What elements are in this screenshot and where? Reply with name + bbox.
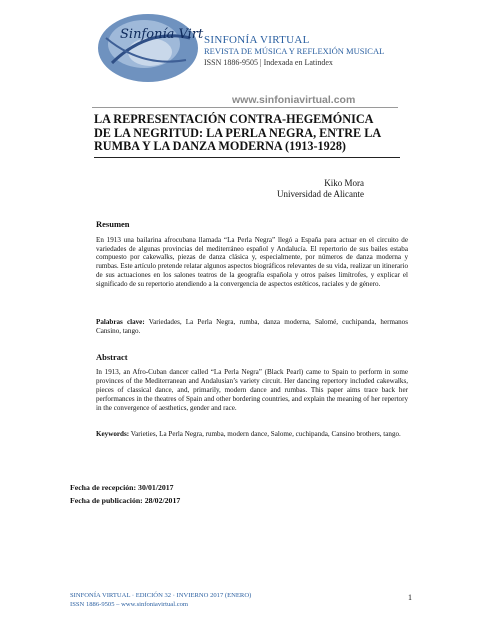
fecha-recepcion: Fecha de recepción: 30/01/2017 [70, 483, 174, 492]
website-url: www.sinfoniavirtual.com [232, 94, 356, 106]
footer-issn: ISSN 1886-9505 – www.sinfoniavirtual.com [70, 601, 189, 608]
abstract-heading: Abstract [96, 352, 128, 362]
palabras-clave-text: Variedades, La Perla Negra, rumba, danza moderna, Salomé, cuchipanda, hermanos Cansino, tango. [96, 318, 408, 335]
author-affiliation: Universidad de Alicante [277, 189, 364, 199]
abstract-text: In 1913, an Afro-Cuban dancer called “La Perla Negra” (Black Pearl) came to Spain to perform in some provinces of the Mediterranean and Andalusian’s variety circuit. Her dancing repertory included cakewalks, pieces of classical dance, and, primarily, modern dance and rumbas. This paper aims trace back her performances in the theatres of Spain and other bordering countries, and explain the meaning of her repertory in the convergence of aesthetics, gender and race. [96, 368, 408, 412]
footer-edition: SINFONÍA VIRTUAL · EDICIÓN 32 · INVIERNO 2017 (ENERO) [70, 592, 252, 599]
palabras-clave-label: Palabras clave: [96, 318, 145, 326]
palabras-clave [96, 318, 408, 335]
keywords-text: Varieties, La Perla Negra, rumba, modern dance, Salome, cuchipanda, Cansino brothers, tango. [130, 430, 401, 438]
author-name: Kiko Mora [324, 178, 364, 188]
brand-subtitle: REVISTA DE MÚSICA Y REFLEXIÓN MUSICAL [204, 46, 385, 56]
issn-line: ISSN 1886-9505 | Indexada en Latindex [204, 58, 333, 67]
journal-logo [92, 8, 204, 88]
resumen-text: En 1913 una bailarina afrocubana llamada “La Perla Negra” llegó a España para actuar en el circuito de variedades de algunas provincias del mediterráneo español y Andalucía. El repertorio de sus bailes estaba compuesto por cakewalks, piezas de danza clásica y, especialmente, por números de danza moderna y rumbas. Este artículo pretende relatar algunos aspectos biográficos relevantes de su vida, realizar un itinerario de sus actuaciones en los salones teatros de la geografía española y otros países limítrofes, y explicar el significado de su repertorio atendiendo a la convergencia de aspectos estéticos, raciales y de género. [96, 236, 409, 288]
page-number: 1 [408, 593, 412, 602]
resumen-heading: Resumen [96, 219, 130, 229]
brand-title: SINFONÍA VIRTUAL [204, 34, 310, 46]
header-divider [92, 107, 398, 108]
keywords [96, 430, 408, 439]
keywords-label: Keywords: [96, 430, 130, 438]
fecha-publicacion: Fecha de publicación: 28/02/2017 [70, 496, 181, 505]
logo-text: Sinfonía Virt [120, 27, 204, 42]
article-title-block [94, 113, 400, 158]
article-title: LA REPRESENTACIÓN CONTRA-HEGEMÓNICA DE LA NEGRITUD: LA PERLA NEGRA, ENTRE LA RUMBA Y LA DANZA MODERNA (1913-1928) [94, 112, 382, 153]
